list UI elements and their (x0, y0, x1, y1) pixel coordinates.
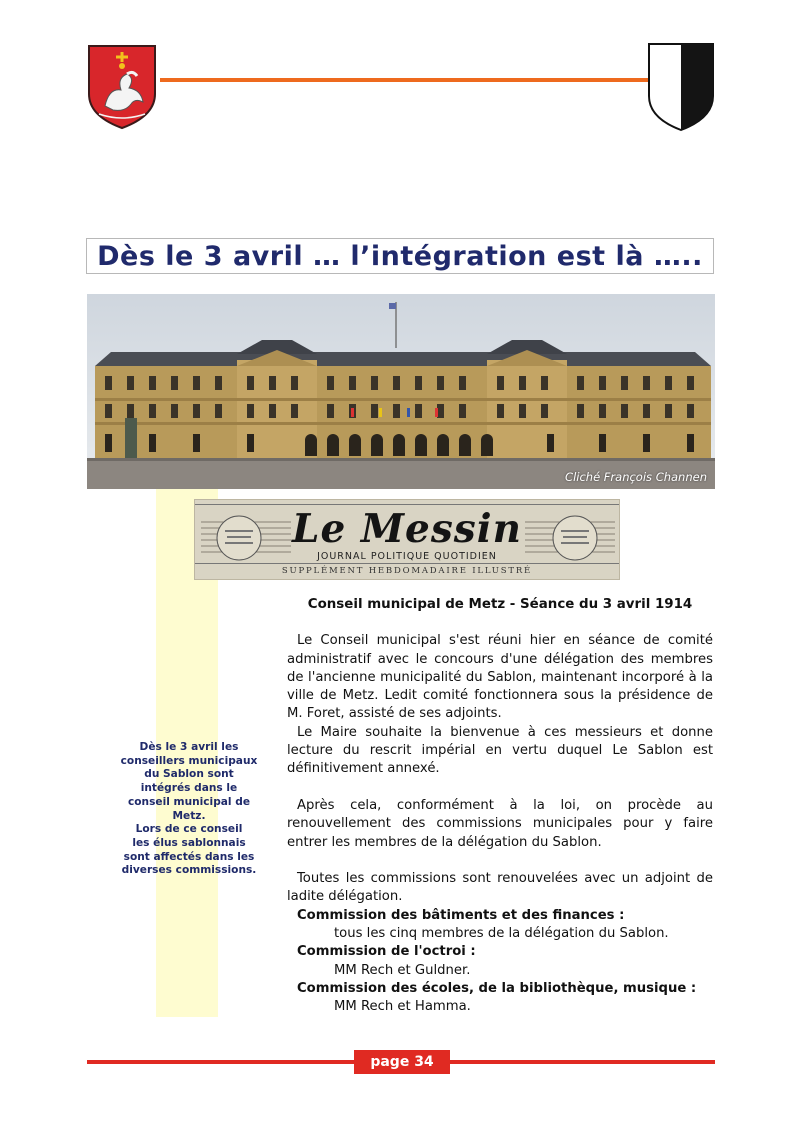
sidebar-line: Metz. (172, 809, 206, 822)
sidebar-line: sont affectés dans les (123, 850, 255, 863)
masthead-supplement: SUPPLÉMENT HEBDOMADAIRE ILLUSTRÉ (281, 566, 533, 576)
sidebar-line: du Sablon sont (144, 768, 234, 781)
commission-title: Commission des bâtiments et des finances : (297, 907, 625, 923)
commission-members: MM Rech et Guldner. (334, 962, 471, 978)
article-paragraph: Toutes les commissions sont renouvelées avec un adjoint de ladite délégation. (287, 871, 713, 905)
masthead-subtitle: JOURNAL POLITIQUE QUOTIDIEN (317, 551, 497, 562)
commission-members: tous les cinq membres de la délégation du Sablon. (334, 926, 669, 942)
commission-title: Commission des écoles, de la bibliothèque, musique : (297, 980, 697, 996)
sidebar-line: conseil municipal de (127, 795, 251, 808)
commission-title: Commission de l'octroi : (297, 944, 476, 960)
sidebar-caption (116, 741, 262, 878)
sidebar-line: intégrés dans le (140, 782, 238, 795)
newspaper-masthead (194, 499, 620, 580)
sidebar-line: diverses commissions. (121, 864, 257, 877)
title-box (86, 238, 714, 274)
article-heading: Conseil municipal de Metz - Séance du 3 avril 1914 (307, 597, 693, 612)
sablon-coat-of-arms-icon (646, 42, 716, 132)
town-hall-photo (87, 294, 715, 489)
photo-credit: Cliché François Channen (565, 470, 707, 484)
sidebar-line: les élus sablonnais (132, 836, 246, 849)
sidebar-line: conseillers municipaux (120, 754, 258, 767)
town-hall-illustration (87, 294, 715, 489)
article-paragraph: Le Maire souhaite la bienvenue à ces messieurs et donne lecture du rescrit impérial en vertu duquel Le Sablon est définitivement annexé. (287, 724, 713, 777)
article (287, 596, 713, 1017)
header-rule (160, 78, 648, 82)
page-number: page 34 (370, 1054, 434, 1070)
city-coat-of-arms-icon (87, 44, 157, 130)
page-title: Dès le 3 avril … l’intégration est là ….. (97, 240, 703, 272)
article-paragraph: Le Conseil municipal s'est réuni hier en séance de comité administratif avec le concours d'une délégation des membres de l'ancienne municipalité du Sablon, maintenant incorporé à la ville de Metz. Ledit comité fonctionnera sous la présidence de M. Foret, assisté de ses adjoints. (287, 633, 713, 722)
page-number-badge (354, 1050, 450, 1074)
article-paragraph: Après cela, conformément à la loi, on procède au renouvellement des commissions municipales pour y faire entrer les membres de la délégation du Sablon. (287, 797, 713, 850)
masthead-name: Le Messin (292, 506, 522, 552)
sidebar-line: Lors de ce conseil (135, 823, 243, 836)
sidebar-line: Dès le 3 avril les (139, 741, 239, 753)
commission-members: MM Rech et Hamma. (334, 999, 471, 1015)
